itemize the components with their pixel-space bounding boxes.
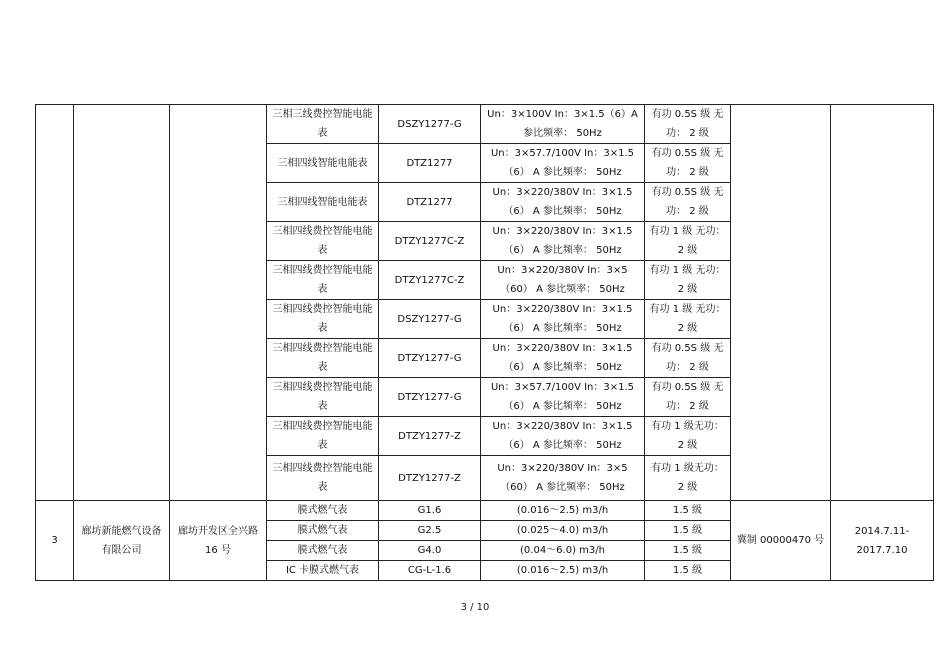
company-address: 廊坊开发区全兴路 16 号 <box>170 501 267 581</box>
device-name: 三相四线费控智能电能表 <box>267 222 379 261</box>
device-class: 有功 1 级 无功： 2 级 <box>645 222 731 261</box>
device-name: IC 卡膜式燃气表 <box>267 561 379 581</box>
device-model: G2.5 <box>379 521 481 541</box>
device-spec: Un：3×220/380V In：3×5（60） A 参比频率： 50Hz <box>481 456 645 501</box>
table-row <box>36 501 934 521</box>
device-model: DSZY1277-G <box>379 300 481 339</box>
device-spec: (0.025～4.0) m3/h <box>481 521 645 541</box>
device-model: DTZY1277-G <box>379 339 481 378</box>
cell-empty <box>831 105 934 501</box>
device-class: 有功 1 级无功： 2 级 <box>645 417 731 456</box>
device-spec: (0.016～2.5) m3/h <box>481 501 645 521</box>
device-class: 有功 0.5S 级 无功： 2 级 <box>645 144 731 183</box>
cell-empty <box>170 105 267 501</box>
device-name: 三相四线费控智能电能表 <box>267 456 379 501</box>
device-name: 三相四线智能电能表 <box>267 144 379 183</box>
device-spec: Un：3×57.7/100V In：3×1.5（6） A 参比频率： 50Hz <box>481 378 645 417</box>
device-model: G4.0 <box>379 541 481 561</box>
device-class: 有功 0.5S 级 无功： 2 级 <box>645 378 731 417</box>
device-class: 1.5 级 <box>645 561 731 581</box>
device-class: 有功 1 级无功： 2 级 <box>645 456 731 501</box>
device-name: 膜式燃气表 <box>267 521 379 541</box>
device-spec: (0.04～6.0) m3/h <box>481 541 645 561</box>
device-spec: Un：3×220/380V In：3×1.5（6） A 参比频率： 50Hz <box>481 222 645 261</box>
device-spec: Un：3×220/380V In：3×1.5（6） A 参比频率： 50Hz <box>481 339 645 378</box>
device-model: DTZY1277C-Z <box>379 261 481 300</box>
device-spec: Un：3×220/380V In：3×1.5（6） A 参比频率： 50Hz <box>481 183 645 222</box>
device-spec: Un：3×57.7/100V In：3×1.5（6） A 参比频率： 50Hz <box>481 144 645 183</box>
row-number: 3 <box>36 501 74 581</box>
device-model: CG-L-1.6 <box>379 561 481 581</box>
device-model: DTZY1277-G <box>379 378 481 417</box>
device-class: 有功 0.5S 级 无功： 2 级 <box>645 105 731 144</box>
table-row <box>36 105 934 144</box>
device-model: G1.6 <box>379 501 481 521</box>
device-class: 有功 0.5S 级 无功： 2 级 <box>645 339 731 378</box>
device-name: 三相三线费控智能电能表 <box>267 105 379 144</box>
device-class: 有功 1 级 无功： 2 级 <box>645 261 731 300</box>
device-name: 膜式燃气表 <box>267 541 379 561</box>
certification-table <box>35 104 934 581</box>
device-spec: Un：3×220/380V In：3×1.5（6） A 参比频率： 50Hz <box>481 300 645 339</box>
device-name: 膜式燃气表 <box>267 501 379 521</box>
device-spec: (0.016～2.5) m3/h <box>481 561 645 581</box>
device-spec: Un：3×220/380V In：3×1.5（6） A 参比频率： 50Hz <box>481 417 645 456</box>
device-name: 三相四线费控智能电能表 <box>267 417 379 456</box>
device-model: DTZY1277-Z <box>379 417 481 456</box>
cell-empty <box>74 105 170 501</box>
device-spec: Un：3×220/380V In：3×5（60） A 参比频率： 50Hz <box>481 261 645 300</box>
device-class: 1.5 级 <box>645 541 731 561</box>
cell-empty <box>36 105 74 501</box>
device-model: DSZY1277-G <box>379 105 481 144</box>
device-class: 1.5 级 <box>645 501 731 521</box>
device-model: DTZ1277 <box>379 183 481 222</box>
device-name: 三相四线智能电能表 <box>267 183 379 222</box>
device-model: DTZY1277-Z <box>379 456 481 501</box>
validity-period: 2014.7.11-2017.7.10 <box>831 501 934 581</box>
company-name: 廊坊新能燃气设备有限公司 <box>74 501 170 581</box>
device-model: DTZ1277 <box>379 144 481 183</box>
cell-empty <box>731 105 831 501</box>
license-number: 冀制 00000470 号 <box>731 501 831 581</box>
device-name: 三相四线费控智能电能表 <box>267 261 379 300</box>
device-model: DTZY1277C-Z <box>379 222 481 261</box>
device-name: 三相四线费控智能电能表 <box>267 339 379 378</box>
device-spec: Un：3×100V In：3×1.5（6）A 参比频率： 50Hz <box>481 105 645 144</box>
device-name: 三相四线费控智能电能表 <box>267 378 379 417</box>
page-number: 3 / 10 <box>460 602 490 613</box>
device-class: 有功 1 级 无功： 2 级 <box>645 300 731 339</box>
device-class: 有功 0.5S 级 无功： 2 级 <box>645 183 731 222</box>
device-name: 三相四线费控智能电能表 <box>267 300 379 339</box>
device-class: 1.5 级 <box>645 521 731 541</box>
